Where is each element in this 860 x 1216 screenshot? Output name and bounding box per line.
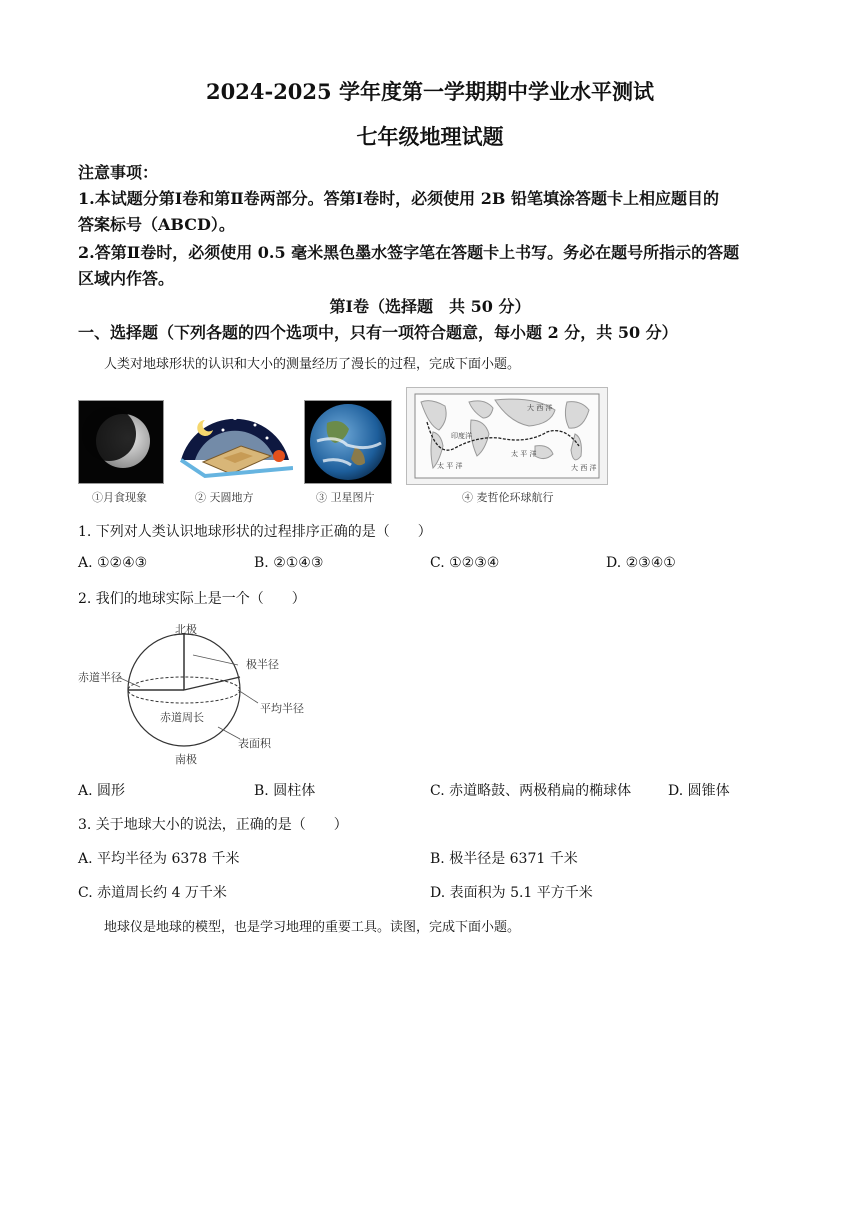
map-ocean-label: 大 西 洋 — [571, 464, 597, 472]
label-equator-circumference: 赤道周长 — [160, 711, 204, 724]
label-mean-radius: 平均半径 — [260, 702, 304, 715]
page-subtitle: 七年级地理试题 — [356, 124, 504, 149]
notes-line-2b: 区域内作答。 — [78, 269, 175, 288]
map-ocean-label: 印度洋 — [451, 432, 472, 440]
q3-option-a[interactable]: A. 平均半径为 6378 千米 — [78, 851, 240, 867]
notes-line-1a: 1.本试题分第Ⅰ卷和第Ⅱ卷两部分。答第Ⅰ卷时，必须使用 2B 铅笔填涂答题卡上相应题目的 — [78, 189, 719, 208]
notes-line-2a: 2.答第Ⅱ卷时，必须使用 0.5 毫米黑色墨水签字笔在答题卡上书写。务必在题号所指示的答题 — [78, 243, 740, 262]
notes-line-1b: 答案标号（ABCD）。 — [78, 215, 235, 234]
q1-option-b[interactable]: B. ②①④③ — [254, 555, 324, 571]
q2-option-c[interactable]: C. 赤道略鼓、两极稍扁的椭球体 — [430, 783, 632, 799]
caption-4: ④ 麦哲伦环球航行 — [462, 491, 554, 504]
lunar-eclipse-image — [78, 400, 164, 484]
section-title: 第Ⅰ卷（选择题 共 50 分） — [329, 297, 531, 316]
caption-3: ③ 卫星图片 — [316, 491, 375, 504]
label-south-pole: 南极 — [175, 753, 197, 766]
question-2-stem: 2. 我们的地球实际上是一个（ ） — [78, 591, 306, 607]
magellan-voyage-map — [406, 387, 608, 485]
q3-option-c[interactable]: C. 赤道周长约 4 万千米 — [78, 885, 227, 901]
question-3-stem: 3. 关于地球大小的说法，正确的是（ ） — [78, 817, 348, 833]
q2-option-a[interactable]: A. 圆形 — [78, 783, 126, 799]
earth-size-diagram — [78, 615, 318, 767]
intro-text-2: 地球仪是地球的模型，也是学习地理的重要工具。读图，完成下面小题。 — [104, 920, 521, 935]
label-polar-radius: 极半径 — [246, 658, 279, 671]
map-ocean-label: 太 平 洋 — [437, 462, 463, 470]
round-sky-square-earth-image — [175, 400, 293, 482]
q1-option-d[interactable]: D. ②③④① — [606, 555, 676, 571]
caption-2: ② 天圆地方 — [195, 491, 254, 504]
q3-option-d[interactable]: D. 表面积为 5.1 平方千米 — [430, 885, 593, 901]
q3-option-b[interactable]: B. 极半径是 6371 千米 — [430, 851, 578, 867]
label-surface-area: 表面积 — [238, 737, 271, 750]
map-ocean-label: 大 西 洋 — [527, 404, 553, 412]
question-1-stem: 1. 下列对人类认识地球形状的过程排序正确的是（ ） — [78, 524, 432, 540]
map-ocean-label: 太 平 洋 — [511, 450, 537, 458]
intro-text-1: 人类对地球形状的认识和大小的测量经历了漫长的过程，完成下面小题。 — [104, 357, 521, 372]
label-north-pole: 北极 — [175, 623, 197, 636]
notes-heading: 注意事项： — [78, 163, 159, 182]
q1-option-a[interactable]: A. ①②④③ — [78, 555, 148, 571]
q2-option-d[interactable]: D. 圆锥体 — [668, 783, 730, 799]
label-equator-radius: 赤道半径 — [78, 671, 122, 684]
q1-option-c[interactable]: C. ①②③④ — [430, 555, 500, 571]
q2-option-b[interactable]: B. 圆柱体 — [254, 783, 316, 799]
part-heading: 一、选择题（下列各题的四个选项中，只有一项符合题意，每小题 2 分，共 50 分） — [78, 323, 678, 342]
satellite-earth-image — [304, 400, 392, 484]
caption-1: ①月食现象 — [92, 491, 147, 504]
page-title: 2024-2025 学年度第一学期期中学业水平测试 — [206, 79, 654, 104]
